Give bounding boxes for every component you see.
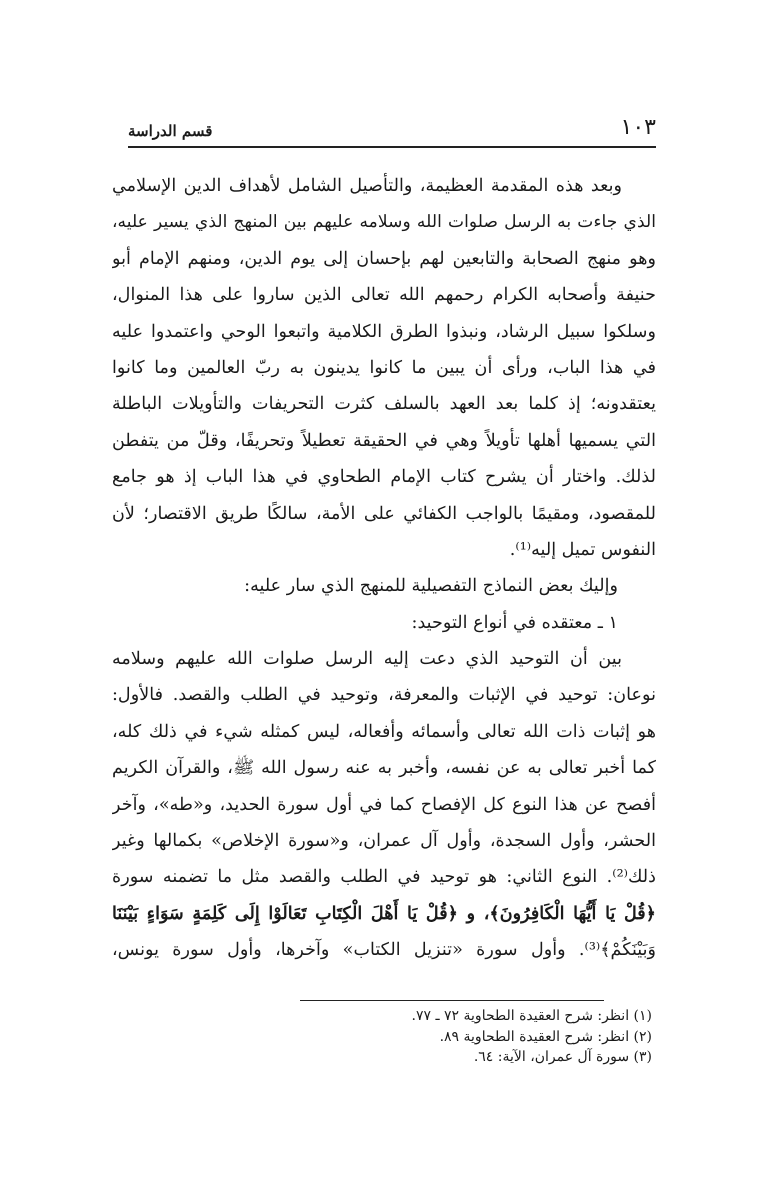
text-line: أفصح عن هذا النوع كل الإفصاح كما في أول سورة الحديد، و«طه»، وآخر: [112, 794, 656, 815]
text-line: الحشر، وأول السجدة، وأول آل عمران، و«سورة الإخلاص» بكمالها وغير: [112, 831, 656, 852]
footnotes: [332, 1006, 652, 1068]
footnote-3: (٣) سورة آل عمران، الآية: ٦٤.: [473, 1049, 652, 1065]
text-line: وهو منهج الصحابة والتابعين لهم بإحسان إلى يوم الدين، ومنهم الإمام أبو: [112, 248, 656, 269]
main-text: [112, 168, 656, 969]
text-line: وسلكوا سبيل الرشاد، ونبذوا الطرق الكلامية واتبعوا الوحي واعتمدوا عليه: [112, 321, 656, 342]
header-rule: [128, 146, 656, 148]
text-line: وَبَيْنَكُمْ﴾⁽³⁾. وأول سورة «تنزيل الكتاب» وآخرها، وأول سورة يونس،: [112, 940, 656, 961]
page-number: ١٠٣: [620, 115, 656, 140]
text-line: النفوس تميل إليه⁽¹⁾.: [509, 539, 656, 560]
text-line: يعتقدونه؛ إذ كلما بعد العهد بالسلف كثرت التحريفات والتأويلات الباطلة: [112, 394, 656, 415]
text-line: بين أن التوحيد الذي دعت إليه الرسل صلوات الله عليهم وسلامه: [112, 649, 622, 670]
running-section-title: قسم الدراسة: [128, 122, 213, 140]
footnote-2: (٢) انظر: شرح العقيدة الطحاوية ٨٩.: [439, 1028, 652, 1045]
text-line: كما أخبر تعالى به عن نفسه، وأخبر به عنه رسول الله ﷺ، والقرآن الكريم: [112, 758, 656, 779]
text-line: لذلك. واختار أن يشرح كتاب الإمام الطحاوي في هذا الباب إذ هو جامع: [112, 467, 656, 488]
quran-verse-line: ﴿قُلْ يَا أَيُّهَا الْكَافِرُونَ﴾، و ﴿قُلْ يَا أَهْلَ الْكِتَابِ تَعَالَوْا إِلَى كَلِمَةٍ سَوَاءٍ بَيْنَنَا: [112, 902, 656, 924]
text-line: وإليك بعض النماذج التفصيلية للمنهج الذي سار عليه:: [244, 576, 618, 597]
text-line: نوعان: توحيد في الإثبات والمعرفة، وتوحيد في الطلب والقصد. فالأول:: [112, 685, 656, 706]
list-heading: ١ ـ معتقده في أنواع التوحيد:: [411, 612, 618, 633]
text-line: هو إثبات ذات الله تعالى وأسمائه وأفعاله، ليس كمثله شيء في ذلك كله،: [112, 721, 656, 742]
text-line: التي يسميها أهلها تأويلاً وهي في الحقيقة تعطيلاً وتحريفًا، وقلّ من يتفطن: [112, 430, 656, 451]
text-line: في هذا الباب، ورأى أن يبين ما كانوا يدينون به ربّ العالمين وما كانوا: [112, 357, 656, 378]
page-header: [128, 104, 656, 140]
text-line: ذلك⁽²⁾. النوع الثاني: هو توحيد في الطلب والقصد مثل ما تضمنه سورة: [112, 867, 656, 888]
footnote-rule: [300, 1000, 604, 1001]
text-line: الذي جاءت به الرسل صلوات الله وسلامه عليهم بين المنهج الذي يسير عليه،: [112, 212, 656, 233]
text-line: وبعد هذه المقدمة العظيمة، والتأصيل الشامل لأهداف الدين الإسلامي: [112, 176, 622, 196]
text-line: حنيفة وأصحابه الكرام رحمهم الله تعالى الذين ساروا على هذا المنوال،: [112, 285, 656, 306]
text-line: للمقصود، ومقيمًا بالواجب الكفائي على الأمة، سالكًا طريق الاقتصار؛ لأن: [112, 503, 656, 524]
footnote-1: (١) انظر: شرح العقيدة الطحاوية ٧٢ ـ ٧٧.: [411, 1008, 652, 1024]
